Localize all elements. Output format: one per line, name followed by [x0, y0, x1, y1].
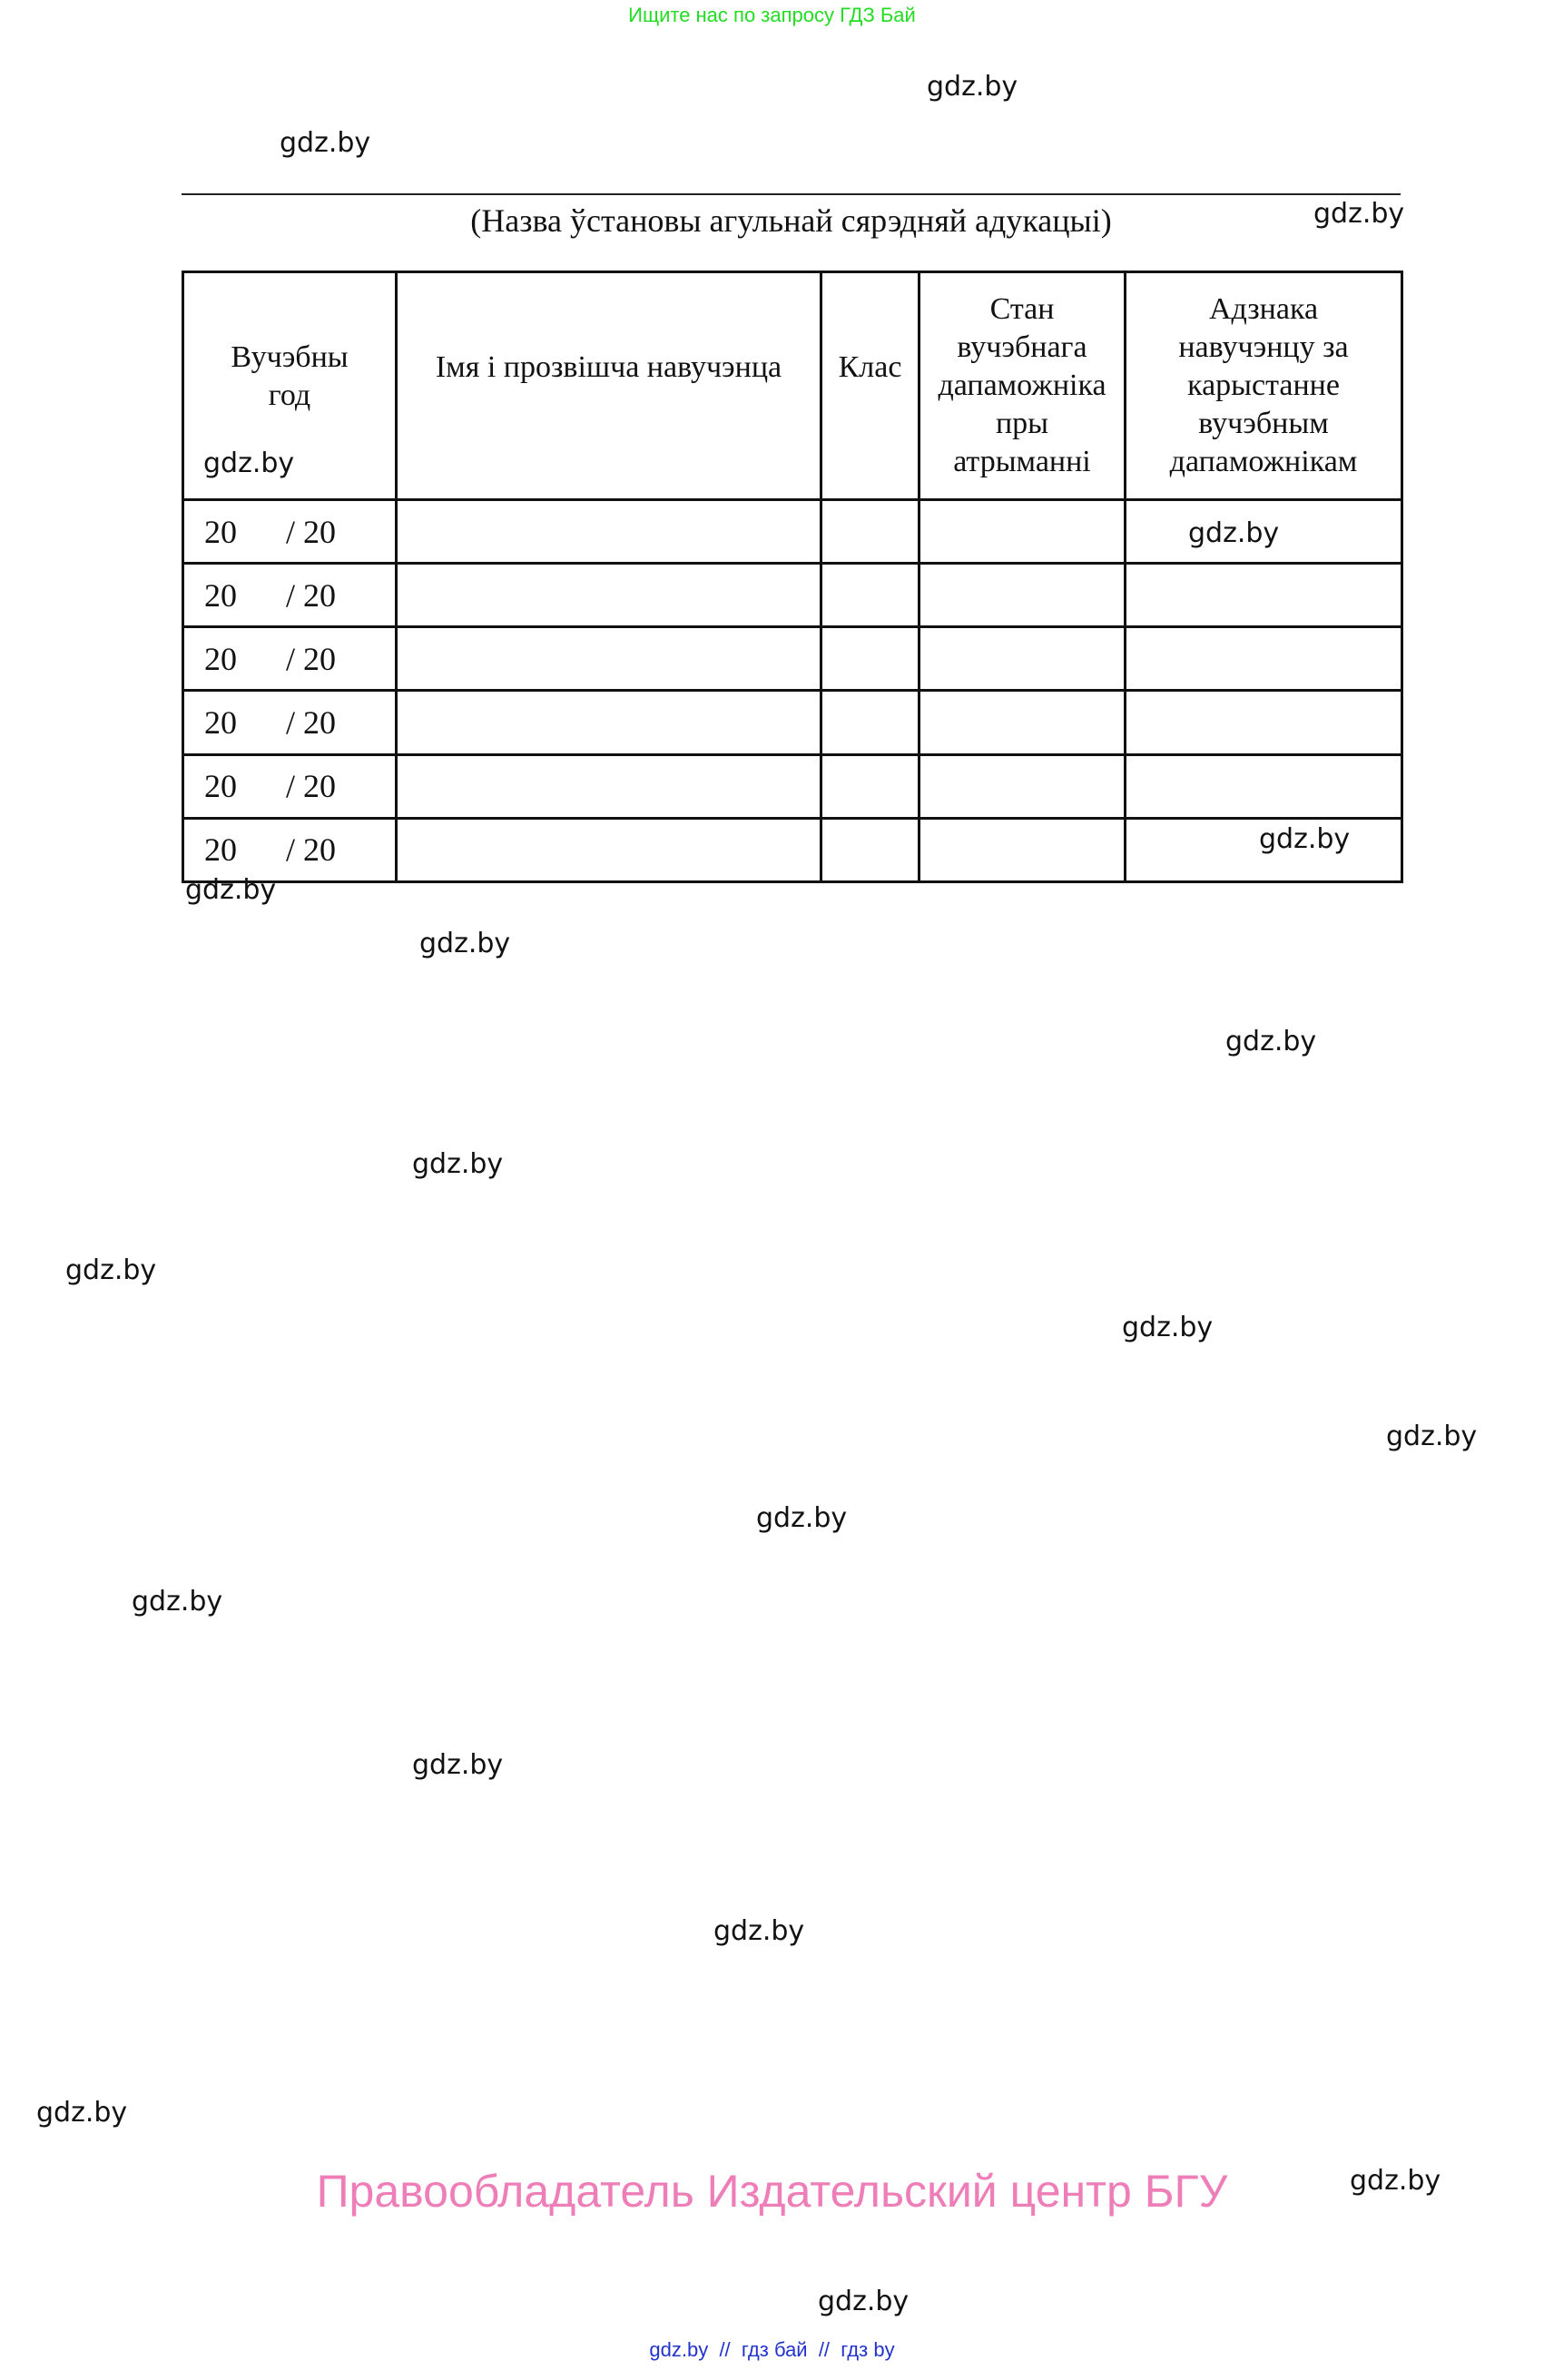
- top-banner[interactable]: Ищите нас по запросу ГДЗ Бай: [628, 4, 916, 26]
- watermark: gdz.by: [713, 1915, 805, 1947]
- year-to: / 20: [286, 513, 337, 550]
- watermark: gdz.by: [1259, 823, 1351, 855]
- institution-caption: (Назва ўстановы агульнай сярэдняй адукацыі): [470, 202, 1112, 239]
- year-cell[interactable]: [183, 564, 397, 627]
- watermark: gdz.by: [1386, 1421, 1478, 1452]
- year-from: 20: [204, 640, 237, 677]
- watermark: gdz.by: [280, 127, 371, 159]
- year-from: 20: [204, 831, 237, 869]
- student-name-cell[interactable]: [397, 564, 821, 627]
- institution-name-line: [182, 193, 1401, 195]
- class-cell[interactable]: [821, 818, 920, 881]
- student-name-cell[interactable]: [397, 691, 821, 754]
- year-from: 20: [204, 704, 237, 742]
- watermark: gdz.by: [65, 1254, 157, 1286]
- header-condition-label: Стан вучэбнага дапаможніка пры атрыманні: [938, 292, 1106, 478]
- year-to: / 20: [286, 768, 337, 805]
- header-grade-label: Адзнака навучэнцу за карыстанне вучэбным дапаможнікам: [1169, 292, 1358, 478]
- class-cell[interactable]: [821, 691, 920, 754]
- year-cell[interactable]: [183, 691, 397, 754]
- grade-cell[interactable]: [1126, 564, 1402, 627]
- textbook-usage-table: [182, 270, 1403, 883]
- table-row: [183, 754, 1402, 818]
- year-from: 20: [204, 576, 237, 614]
- table-row: [183, 818, 1402, 881]
- class-cell[interactable]: [821, 500, 920, 564]
- student-name-cell[interactable]: [397, 818, 821, 881]
- condition-cell[interactable]: [920, 691, 1126, 754]
- watermark: gdz.by: [419, 928, 511, 959]
- header-condition-on-receipt: [920, 272, 1126, 500]
- header-grade-for-use: [1126, 272, 1402, 500]
- watermark: gdz.by: [1225, 1026, 1317, 1057]
- header-student-name: [397, 272, 821, 500]
- watermark: gdz.by: [185, 874, 277, 906]
- year-cell[interactable]: [183, 818, 397, 881]
- year-cell[interactable]: [183, 627, 397, 691]
- watermark: gdz.by: [1313, 198, 1405, 230]
- table-row: [183, 691, 1402, 754]
- year-cell[interactable]: [183, 500, 397, 564]
- table-row: [183, 627, 1402, 691]
- year-from: 20: [204, 768, 237, 805]
- header-school-year-label: Вучэбны год: [231, 340, 349, 412]
- header-class: [821, 272, 920, 500]
- condition-cell[interactable]: [920, 818, 1126, 881]
- class-cell[interactable]: [821, 754, 920, 818]
- watermark: gdz.by: [36, 2097, 128, 2129]
- student-name-cell[interactable]: [397, 754, 821, 818]
- year-to: / 20: [286, 640, 337, 677]
- watermark: gdz.by: [1350, 2165, 1441, 2197]
- watermark: gdz.by: [412, 1148, 504, 1180]
- copyright-holder-credit: Правообладатель Издательский центр БГУ: [316, 2166, 1228, 2217]
- bottom-links[interactable]: gdz.by // гдз бай // гдз by: [649, 2338, 895, 2361]
- watermark: gdz.by: [132, 1586, 223, 1618]
- grade-cell[interactable]: [1126, 691, 1402, 754]
- watermark: gdz.by: [1188, 517, 1280, 549]
- year-cell[interactable]: [183, 754, 397, 818]
- watermark: gdz.by: [756, 1502, 848, 1534]
- condition-cell[interactable]: [920, 627, 1126, 691]
- student-name-cell[interactable]: [397, 500, 821, 564]
- grade-cell[interactable]: [1126, 754, 1402, 818]
- header-class-label: Клас: [838, 350, 902, 384]
- student-name-cell[interactable]: [397, 627, 821, 691]
- class-cell[interactable]: [821, 627, 920, 691]
- watermark: gdz.by: [203, 447, 295, 479]
- condition-cell[interactable]: [920, 500, 1126, 564]
- grade-cell[interactable]: [1126, 627, 1402, 691]
- watermark: gdz.by: [412, 1749, 504, 1781]
- header-student-name-label: Імя і прозвішча навучэнца: [435, 350, 782, 384]
- year-from: 20: [204, 513, 237, 550]
- watermark: gdz.by: [927, 71, 1018, 103]
- year-to: / 20: [286, 576, 337, 614]
- condition-cell[interactable]: [920, 754, 1126, 818]
- year-to: / 20: [286, 831, 337, 869]
- watermark: gdz.by: [818, 2286, 910, 2317]
- year-to: / 20: [286, 704, 337, 742]
- condition-cell[interactable]: [920, 564, 1126, 627]
- watermark: gdz.by: [1122, 1312, 1214, 1343]
- class-cell[interactable]: [821, 564, 920, 627]
- table-row: [183, 564, 1402, 627]
